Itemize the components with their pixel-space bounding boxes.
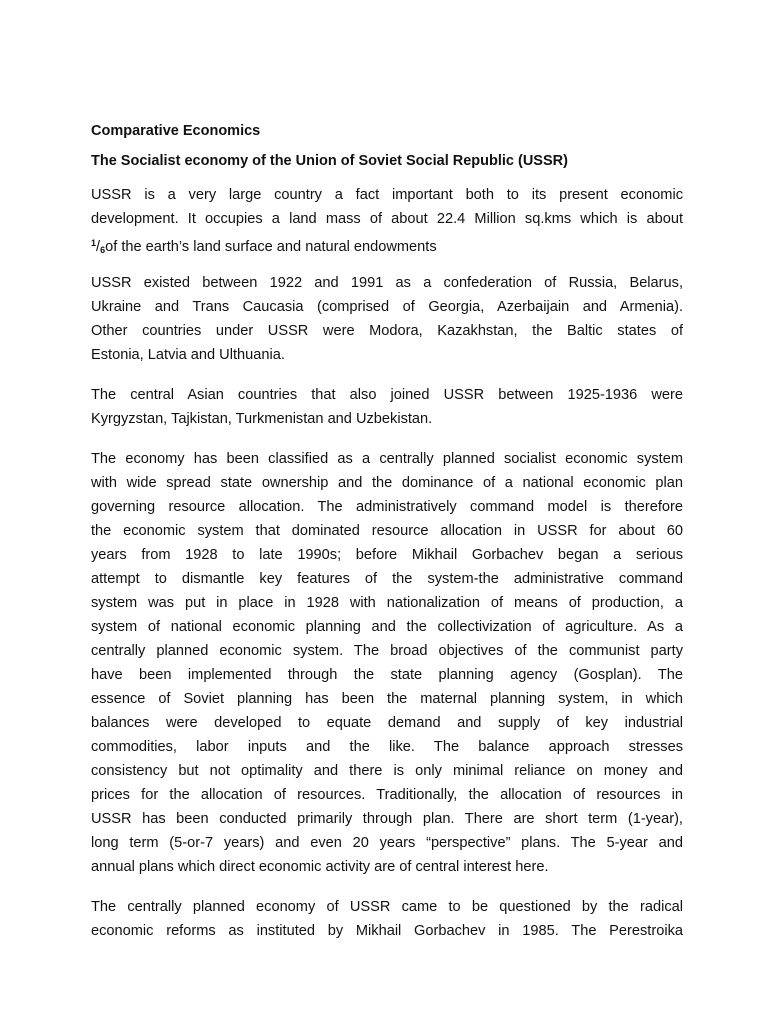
fraction-denominator: 6 [100, 245, 106, 255]
line-text: essence of Soviet planning has been the maternal planning system, in which [91, 691, 683, 707]
text-line [91, 735, 683, 759]
text-line [91, 687, 683, 711]
line-text: annual plans which direct economic activity are of central interest here. [91, 859, 549, 875]
line-text: The economy has been classified as a centrally planned socialist economic system [91, 451, 683, 467]
line-text: consistency but not optimality and there is only minimal reliance on money and [91, 763, 683, 779]
text-line [91, 639, 683, 663]
line-text: have been implemented through the state planning agency (Gosplan). The [91, 667, 683, 683]
text-line [91, 271, 683, 295]
text-line [91, 319, 683, 343]
line-text: attempt to dismantle key features of the system-the administrative command [91, 571, 683, 587]
text-line [91, 831, 683, 855]
text-line [91, 495, 683, 519]
line-text: Other countries under USSR were Modora, Kazakhstan, the Baltic states of [91, 323, 683, 339]
text-line [91, 783, 683, 807]
text-line [91, 663, 683, 687]
line-text: economic reforms as instituted by Mikhail Gorbachev in 1985. The Perestroika [91, 923, 683, 939]
text-line [91, 407, 683, 431]
line-text: system of national economic planning and the collectivization of agriculture. As a [91, 619, 683, 635]
document-body [91, 183, 683, 943]
text-line [91, 759, 683, 783]
text-line [91, 711, 683, 735]
text-line [91, 807, 683, 831]
text-line [91, 183, 683, 207]
line-text: commodities, labor inputs and the like. The balance approach stresses [91, 739, 683, 755]
text-line [91, 207, 683, 231]
fraction-slash: / [96, 239, 101, 255]
line-text: centrally planned economic system. The broad objectives of the communist party [91, 643, 683, 659]
text-line [91, 519, 683, 543]
line-text: of the earth’s land surface and natural endowments [105, 239, 437, 255]
line-text: long term (5-or-7 years) and even 20 years “perspective” plans. The 5-year and [91, 835, 683, 851]
text-line [91, 855, 683, 879]
text-line [91, 919, 683, 943]
paragraph [91, 895, 683, 943]
text-line [91, 231, 683, 255]
line-text: USSR existed between 1922 and 1991 as a confederation of Russia, Belarus, [91, 275, 683, 291]
line-text: prices for the allocation of resources. Traditionally, the allocation of resources in [91, 787, 683, 803]
line-text: Estonia, Latvia and Ulthuania. [91, 347, 285, 363]
fraction-one-sixth [91, 239, 105, 255]
line-text: years from 1928 to late 1990s; before Mikhail Gorbachev began a serious [91, 547, 683, 563]
text-line [91, 567, 683, 591]
text-line [91, 615, 683, 639]
text-line [91, 383, 683, 407]
paragraph [91, 447, 683, 879]
paragraph [91, 271, 683, 367]
section-heading: The Socialist economy of the Union of Soviet Social Republic (USSR) [91, 153, 568, 169]
text-line [91, 295, 683, 319]
line-text: The centrally planned economy of USSR came to be questioned by the radical [91, 899, 683, 915]
text-line [91, 543, 683, 567]
line-text: balances were developed to equate demand and supply of key industrial [91, 715, 683, 731]
fraction-numerator: 1 [91, 238, 97, 248]
text-line [91, 471, 683, 495]
line-text: USSR is a very large country a fact important both to its present economic [91, 187, 683, 203]
line-text: USSR has been conducted primarily through plan. There are short term (1-year), [91, 811, 683, 827]
line-text: Kyrgyzstan, Tajkistan, Turkmenistan and Uzbekistan. [91, 411, 433, 427]
paragraph [91, 383, 683, 431]
document-page [91, 121, 683, 959]
line-text: system was put in place in 1928 with nationalization of means of production, a [91, 595, 683, 611]
document-title: Comparative Economics [91, 123, 261, 139]
line-text: development. It occupies a land mass of about 22.4 Million sq.kms which is about [91, 211, 683, 227]
line-text: The central Asian countries that also joined USSR between 1925-1936 were [91, 387, 683, 403]
paragraph [91, 183, 683, 255]
line-text: governing resource allocation. The administratively command model is therefore [91, 499, 683, 515]
text-line [91, 447, 683, 471]
line-text: the economic system that dominated resource allocation in USSR for about 60 [91, 523, 683, 539]
text-line [91, 895, 683, 919]
line-text: with wide spread state ownership and the dominance of a national economic plan [91, 475, 683, 491]
text-line [91, 343, 683, 367]
line-text: Ukraine and Trans Caucasia (comprised of Georgia, Azerbaijain and Armenia). [91, 299, 683, 315]
text-line [91, 591, 683, 615]
